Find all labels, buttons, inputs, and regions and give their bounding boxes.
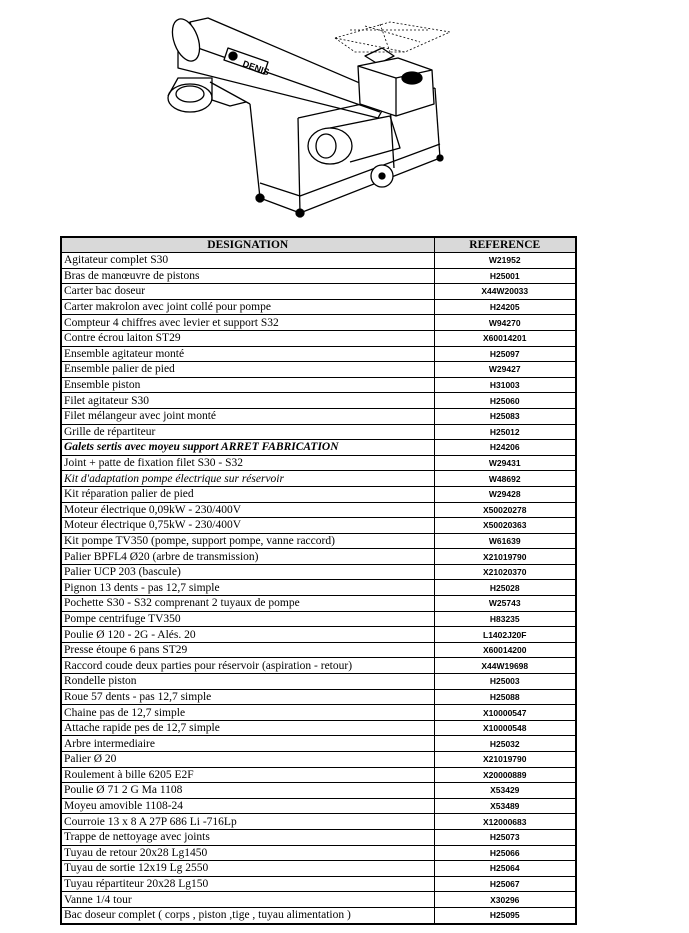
machine-illustration xyxy=(150,8,460,223)
reference-cell: X21019790 xyxy=(434,549,576,565)
table-row xyxy=(61,549,576,565)
designation-cell: Grille de répartiteur xyxy=(61,424,434,440)
reference-cell: X50020363 xyxy=(434,518,576,534)
reference-cell: X53429 xyxy=(434,783,576,799)
table-row xyxy=(61,720,576,736)
reference-cell: H25028 xyxy=(434,580,576,596)
table-row xyxy=(61,580,576,596)
designation-cell: Palier Ø 20 xyxy=(61,752,434,768)
reference-cell: X20000889 xyxy=(434,767,576,783)
designation-cell: Palier BPFL4 Ø20 (arbre de transmission) xyxy=(61,549,434,565)
table-row xyxy=(61,564,576,580)
designation-cell: Ensemble agitateur monté xyxy=(61,346,434,362)
reference-cell: H25012 xyxy=(434,424,576,440)
reference-cell: W61639 xyxy=(434,533,576,549)
table-header-row xyxy=(61,237,576,253)
table-row xyxy=(61,876,576,892)
table-row xyxy=(61,393,576,409)
designation-cell: Compteur 4 chiffres avec levier et support S32 xyxy=(61,315,434,331)
table-row xyxy=(61,471,576,487)
designation-cell: Presse étoupe 6 pans ST29 xyxy=(61,642,434,658)
reference-cell: X21020370 xyxy=(434,564,576,580)
table-row xyxy=(61,674,576,690)
table-row xyxy=(61,253,576,269)
reference-cell: X53489 xyxy=(434,798,576,814)
table-row xyxy=(61,455,576,471)
table-row xyxy=(61,362,576,378)
machine-logo-text: DENIS xyxy=(241,58,271,78)
designation-cell: Moteur électrique 0,75kW - 230/400V xyxy=(61,518,434,534)
table-row xyxy=(61,330,576,346)
designation-cell: Bac doseur complet ( corps , piston ,tige , tuyau alimentation ) xyxy=(61,907,434,923)
designation-cell: Tuyau de retour 20x28 Lg1450 xyxy=(61,845,434,861)
reference-cell: X30296 xyxy=(434,892,576,908)
designation-cell: Arbre intermediaire xyxy=(61,736,434,752)
reference-cell: H24206 xyxy=(434,440,576,456)
designation-cell: Pompe centrifuge TV350 xyxy=(61,611,434,627)
table-row xyxy=(61,486,576,502)
reference-cell: W48692 xyxy=(434,471,576,487)
table-row xyxy=(61,408,576,424)
reference-cell: H25067 xyxy=(434,876,576,892)
reference-cell: X44W20033 xyxy=(434,284,576,300)
reference-cell: H25095 xyxy=(434,907,576,923)
parts-table xyxy=(60,236,577,925)
reference-cell: W25743 xyxy=(434,596,576,612)
designation-cell: Chaine pas de 12,7 simple xyxy=(61,705,434,721)
table-row xyxy=(61,502,576,518)
table-row xyxy=(61,642,576,658)
reference-cell: H25066 xyxy=(434,845,576,861)
designation-cell: Moyeu amovible 1108-24 xyxy=(61,798,434,814)
designation-cell: Tuyau répartiteur 20x28 Lg150 xyxy=(61,876,434,892)
reference-cell: X60014201 xyxy=(434,330,576,346)
designation-cell: Palier UCP 203 (bascule) xyxy=(61,564,434,580)
designation-cell: Galets sertis avec moyeu support ARRET FABRICATION xyxy=(61,440,434,456)
designation-cell: Carter makrolon avec joint collé pour pompe xyxy=(61,299,434,315)
designation-cell: Kit réparation palier de pied xyxy=(61,486,434,502)
table-row xyxy=(61,829,576,845)
designation-cell: Tuyau de sortie 12x19 Lg 2550 xyxy=(61,861,434,877)
reference-cell: X60014200 xyxy=(434,642,576,658)
reference-cell: H25083 xyxy=(434,408,576,424)
reference-cell: W29427 xyxy=(434,362,576,378)
designation-cell: Moteur électrique 0,09kW - 230/400V xyxy=(61,502,434,518)
reference-cell: W29431 xyxy=(434,455,576,471)
reference-cell: H25032 xyxy=(434,736,576,752)
reference-cell: X10000548 xyxy=(434,720,576,736)
table-row xyxy=(61,268,576,284)
reference-cell: H25097 xyxy=(434,346,576,362)
designation-cell: Poulie Ø 71 2 G Ma 1108 xyxy=(61,783,434,799)
table-row xyxy=(61,315,576,331)
designation-cell: Carter bac doseur xyxy=(61,284,434,300)
designation-cell: Filet mélangeur avec joint monté xyxy=(61,408,434,424)
reference-cell: X50020278 xyxy=(434,502,576,518)
table-row xyxy=(61,596,576,612)
designation-cell: Contre écrou laiton ST29 xyxy=(61,330,434,346)
designation-cell: Kit pompe TV350 (pompe, support pompe, vanne raccord) xyxy=(61,533,434,549)
reference-cell: X21019790 xyxy=(434,752,576,768)
table-row xyxy=(61,440,576,456)
table-row xyxy=(61,424,576,440)
table-row xyxy=(61,798,576,814)
table-row xyxy=(61,752,576,768)
designation-cell: Rondelle piston xyxy=(61,674,434,690)
designation-cell: Trappe de nettoyage avec joints xyxy=(61,829,434,845)
reference-cell: W94270 xyxy=(434,315,576,331)
designation-cell: Joint + patte de fixation filet S30 - S32 xyxy=(61,455,434,471)
reference-cell: H25003 xyxy=(434,674,576,690)
designation-cell: Filet agitateur S30 xyxy=(61,393,434,409)
designation-cell: Pochette S30 - S32 comprenant 2 tuyaux de pompe xyxy=(61,596,434,612)
reference-cell: W29428 xyxy=(434,486,576,502)
designation-cell: Pignon 13 dents - pas 12,7 simple xyxy=(61,580,434,596)
table-row xyxy=(61,689,576,705)
table-row xyxy=(61,767,576,783)
designation-header: DESIGNATION xyxy=(61,237,434,253)
designation-cell: Attache rapide pes de 12,7 simple xyxy=(61,720,434,736)
reference-cell: W21952 xyxy=(434,253,576,269)
reference-cell: H31003 xyxy=(434,377,576,393)
table-row xyxy=(61,284,576,300)
reference-cell: H83235 xyxy=(434,611,576,627)
reference-cell: H25001 xyxy=(434,268,576,284)
reference-cell: L1402J20F xyxy=(434,627,576,643)
table-row xyxy=(61,658,576,674)
designation-cell: Roue 57 dents - pas 12,7 simple xyxy=(61,689,434,705)
designation-cell: Ensemble palier de pied xyxy=(61,362,434,378)
table-row xyxy=(61,907,576,923)
designation-cell: Ensemble piston xyxy=(61,377,434,393)
designation-cell: Bras de manœuvre de pistons xyxy=(61,268,434,284)
designation-cell: Vanne 1/4 tour xyxy=(61,892,434,908)
reference-cell: X10000547 xyxy=(434,705,576,721)
table-row xyxy=(61,346,576,362)
designation-cell: Kit d'adaptation pompe électrique sur réservoir xyxy=(61,471,434,487)
table-row xyxy=(61,705,576,721)
parts-table-body xyxy=(61,253,576,924)
reference-cell: H24205 xyxy=(434,299,576,315)
reference-cell: H25088 xyxy=(434,689,576,705)
table-row xyxy=(61,533,576,549)
designation-cell: Courroie 13 x 8 A 27P 686 Li -716Lp xyxy=(61,814,434,830)
table-row xyxy=(61,783,576,799)
table-row xyxy=(61,892,576,908)
designation-cell: Agitateur complet S30 xyxy=(61,253,434,269)
designation-cell: Roulement à bille 6205 E2F xyxy=(61,767,434,783)
table-row xyxy=(61,627,576,643)
table-row xyxy=(61,736,576,752)
reference-cell: X44W19698 xyxy=(434,658,576,674)
reference-cell: H25064 xyxy=(434,861,576,877)
table-row xyxy=(61,518,576,534)
reference-cell: H25073 xyxy=(434,829,576,845)
table-row xyxy=(61,377,576,393)
table-row xyxy=(61,611,576,627)
reference-cell: H25060 xyxy=(434,393,576,409)
designation-cell: Poulie Ø 120 - 2G - Alés. 20 xyxy=(61,627,434,643)
reference-cell: X12000683 xyxy=(434,814,576,830)
designation-cell: Raccord coude deux parties pour réservoir (aspiration - retour) xyxy=(61,658,434,674)
table-row xyxy=(61,845,576,861)
reference-header: REFERENCE xyxy=(434,237,576,253)
table-row xyxy=(61,861,576,877)
table-row xyxy=(61,814,576,830)
table-row xyxy=(61,299,576,315)
